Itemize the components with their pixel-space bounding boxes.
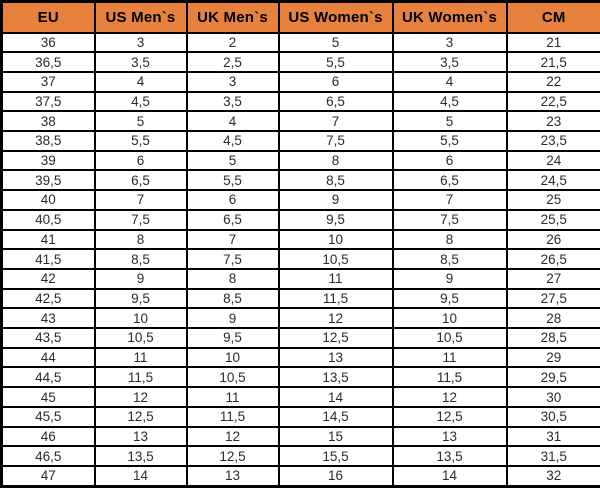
table-row [2,367,600,387]
table-row [2,427,600,447]
table-row [2,348,600,368]
table-cell: 11 [279,269,393,289]
table-cell: 9 [393,269,507,289]
table-cell: 6,5 [393,170,507,190]
table-cell: 5 [95,111,187,131]
table-row [2,230,600,250]
table-cell: 5,5 [95,131,187,151]
table-row [2,190,600,210]
table-cell: 46,5 [2,446,95,466]
table-cell: 43,5 [2,328,95,348]
table-row [2,151,600,171]
table-cell: 15 [279,427,393,447]
table-cell: 11 [393,348,507,368]
table-cell: 9 [279,190,393,210]
table-row [2,111,600,131]
table-cell: 39 [2,151,95,171]
table-cell: 41 [2,230,95,250]
table-cell: 37,5 [2,92,95,112]
table-row [2,407,600,427]
table-row [2,387,600,407]
table-row [2,131,600,151]
column-header-uk-women-s: UK Women`s [393,2,507,33]
column-header-uk-men-s: UK Men`s [187,2,279,33]
table-cell: 29,5 [507,367,600,387]
table-cell: 7,5 [187,249,279,269]
table-body [2,33,600,487]
table-cell: 8,5 [393,249,507,269]
table-cell: 42,5 [2,289,95,309]
table-cell: 8 [95,230,187,250]
table-cell: 45,5 [2,407,95,427]
table-cell: 12,5 [279,328,393,348]
table-cell: 22 [507,72,600,92]
table-cell: 40 [2,190,95,210]
table-cell: 5 [393,111,507,131]
table-cell: 47 [2,466,95,487]
table-cell: 13,5 [95,446,187,466]
table-cell: 13 [279,348,393,368]
table-cell: 5,5 [393,131,507,151]
table-cell: 12,5 [393,407,507,427]
table-row [2,249,600,269]
table-cell: 10 [279,230,393,250]
table-cell: 10,5 [393,328,507,348]
table-row [2,466,600,487]
table-cell: 14,5 [279,407,393,427]
table-cell: 39,5 [2,170,95,190]
table-cell: 36 [2,33,95,53]
table-cell: 32 [507,466,600,487]
table-cell: 5 [279,33,393,53]
table-cell: 12,5 [95,407,187,427]
table-cell: 12 [279,308,393,328]
table-cell: 4 [187,111,279,131]
table-cell: 5 [187,151,279,171]
table-cell: 3,5 [95,52,187,72]
table-cell: 25 [507,190,600,210]
table-cell: 22,5 [507,92,600,112]
table-cell: 13,5 [393,446,507,466]
table-cell: 7 [95,190,187,210]
table-cell: 8,5 [187,289,279,309]
table-cell: 46 [2,427,95,447]
table-cell: 36,5 [2,52,95,72]
table-row [2,308,600,328]
table-cell: 11,5 [187,407,279,427]
table-cell: 10 [187,348,279,368]
table-cell: 26,5 [507,249,600,269]
table-cell: 37 [2,72,95,92]
table-cell: 43 [2,308,95,328]
table-cell: 26 [507,230,600,250]
table-cell: 3,5 [393,52,507,72]
table-cell: 44,5 [2,367,95,387]
table-row [2,72,600,92]
table-cell: 11,5 [95,367,187,387]
table-cell: 28,5 [507,328,600,348]
table-cell: 13 [393,427,507,447]
table-cell: 2,5 [187,52,279,72]
table-cell: 42 [2,269,95,289]
table-cell: 12 [393,387,507,407]
table-cell: 8,5 [95,249,187,269]
table-cell: 31,5 [507,446,600,466]
table-cell: 5,5 [279,52,393,72]
table-cell: 7,5 [95,210,187,230]
table-cell: 8 [279,151,393,171]
table-cell: 11,5 [393,367,507,387]
table-cell: 7 [187,230,279,250]
table-cell: 21 [507,33,600,53]
table-cell: 5,5 [187,170,279,190]
table-row [2,92,600,112]
table-cell: 4 [393,72,507,92]
table-cell: 4,5 [95,92,187,112]
column-header-cm: CM [507,2,600,33]
table-cell: 6 [187,190,279,210]
table-row [2,52,600,72]
table-cell: 28 [507,308,600,328]
table-cell: 15,5 [279,446,393,466]
table-cell: 6 [279,72,393,92]
table-cell: 6 [95,151,187,171]
table-cell: 10,5 [279,249,393,269]
table-cell: 3 [187,72,279,92]
column-header-eu: EU [2,2,95,33]
table-cell: 7,5 [279,131,393,151]
column-header-us-women-s: US Women`s [279,2,393,33]
table-cell: 16 [279,466,393,487]
table-cell: 12 [187,427,279,447]
table-cell: 41,5 [2,249,95,269]
table-cell: 7 [393,190,507,210]
column-header-us-men-s: US Men`s [95,2,187,33]
table-cell: 9 [187,308,279,328]
table-cell: 3,5 [187,92,279,112]
table-cell: 38,5 [2,131,95,151]
table-cell: 11 [187,387,279,407]
table-cell: 12 [95,387,187,407]
table-cell: 27,5 [507,289,600,309]
table-cell: 23,5 [507,131,600,151]
table-cell: 6,5 [279,92,393,112]
table-cell: 10 [393,308,507,328]
table-row [2,269,600,289]
table-cell: 21,5 [507,52,600,72]
table-cell: 14 [279,387,393,407]
table-row [2,446,600,466]
table-cell: 30,5 [507,407,600,427]
table-cell: 45 [2,387,95,407]
table-cell: 4,5 [393,92,507,112]
table-row [2,289,600,309]
table-cell: 7 [279,111,393,131]
table-cell: 8,5 [279,170,393,190]
table-cell: 29 [507,348,600,368]
table-cell: 9,5 [279,210,393,230]
table-cell: 44 [2,348,95,368]
table-cell: 10 [95,308,187,328]
table-cell: 13 [187,466,279,487]
table-cell: 10,5 [187,367,279,387]
table-row [2,328,600,348]
table-row [2,33,600,53]
table-cell: 12,5 [187,446,279,466]
table-cell: 4,5 [187,131,279,151]
table-cell: 6,5 [95,170,187,190]
table-cell: 13,5 [279,367,393,387]
table-cell: 9,5 [393,289,507,309]
table-cell: 24,5 [507,170,600,190]
table-cell: 9,5 [95,289,187,309]
table-cell: 27 [507,269,600,289]
table-cell: 23 [507,111,600,131]
table-cell: 6 [393,151,507,171]
table-cell: 3 [393,33,507,53]
table-cell: 31 [507,427,600,447]
table-cell: 9,5 [187,328,279,348]
table-row [2,170,600,190]
table-cell: 7,5 [393,210,507,230]
table-cell: 10,5 [95,328,187,348]
table-cell: 14 [393,466,507,487]
header-row [2,2,600,33]
table-cell: 6,5 [187,210,279,230]
table-cell: 30 [507,387,600,407]
table-cell: 8 [187,269,279,289]
table-cell: 13 [95,427,187,447]
table-cell: 11 [95,348,187,368]
table-row [2,210,600,230]
table-cell: 4 [95,72,187,92]
table-cell: 2 [187,33,279,53]
table-cell: 25,5 [507,210,600,230]
table-cell: 8 [393,230,507,250]
table-cell: 11,5 [279,289,393,309]
table-cell: 40,5 [2,210,95,230]
table-cell: 24 [507,151,600,171]
table-cell: 9 [95,269,187,289]
table-cell: 14 [95,466,187,487]
table-cell: 3 [95,33,187,53]
table-cell: 38 [2,111,95,131]
